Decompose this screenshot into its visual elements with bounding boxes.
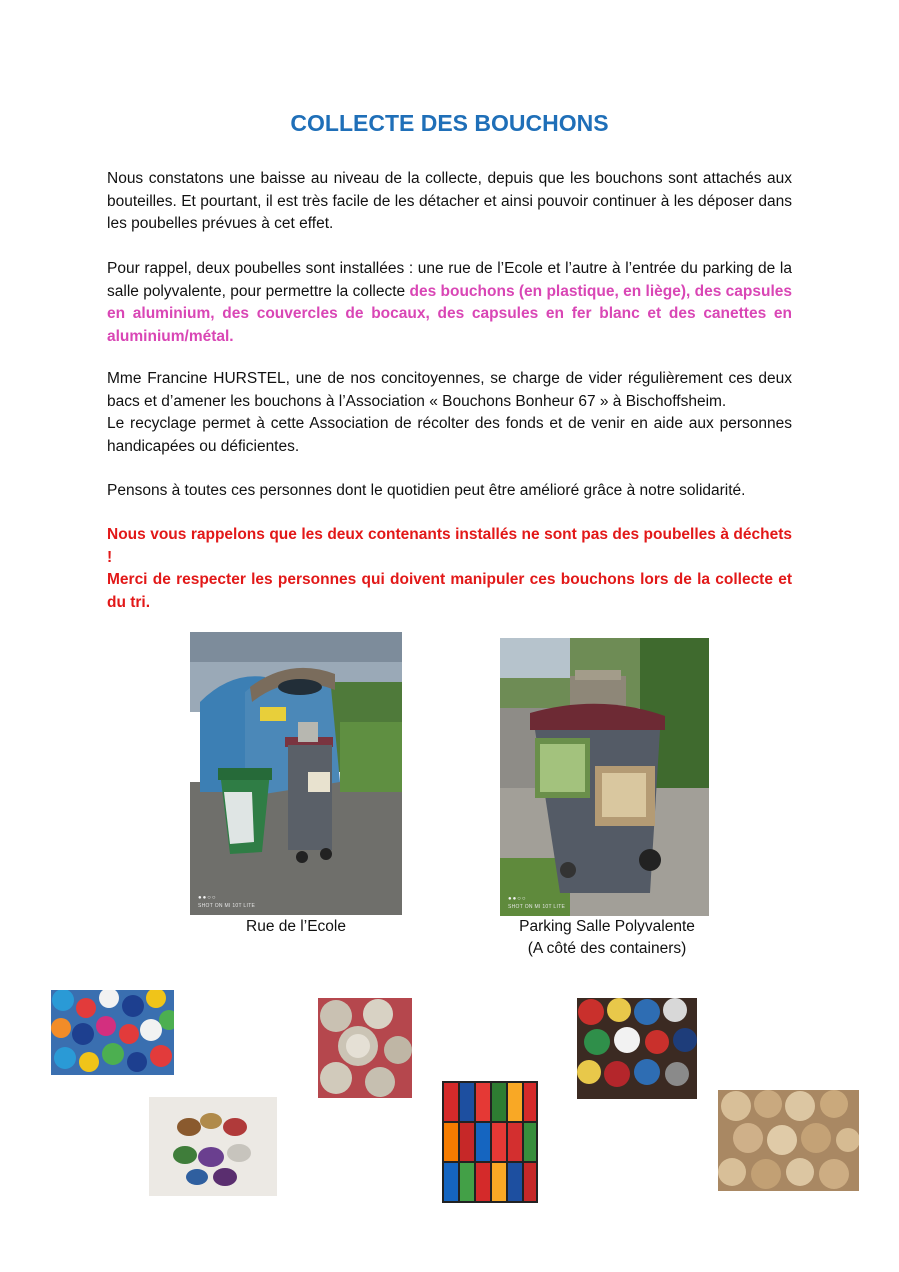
- corks-image: [718, 1090, 859, 1191]
- reminder-paragraph: [107, 258, 792, 348]
- photo-rue-ecole: [190, 632, 402, 915]
- coffee-capsules-image: [149, 1097, 277, 1196]
- reminder-text: Pour rappel, deux poubelles sont installées : une rue de l’Ecole et l’autre à l’entrée du parking de la salle polyvalente, pour permettre la collecte: [107, 260, 792, 300]
- camera-watermark: SHOT ON MI 10T LITE: [198, 903, 256, 909]
- plastic-caps-image: [51, 990, 174, 1075]
- association-text: Le recyclage permet à cette Association de récolter des fonds et de venir en aide aux personnes handicapées ou déficientes.: [107, 415, 792, 455]
- caption-parking-salle: [500, 916, 714, 960]
- accepted-items-highlight: des bouchons (en plastique, en liège), des capsules en aluminium, des couvercles de bocaux, des capsules en fer blanc et des canettes en aluminium/métal.: [107, 282, 792, 345]
- jar-lids-image: [318, 998, 412, 1098]
- gallery-dots: ●●○○: [508, 896, 527, 902]
- volunteer-paragraph: [107, 368, 792, 458]
- volunteer-text: Mme Francine HURSTEL, une de nos concitoyennes, se charge de vider régulièrement ces deux bacs et d’amener les bouchons à l’Association « Bouchons Bonheur 67 » à Bischoffsheim.: [107, 370, 792, 410]
- bottle-caps-image: [577, 998, 697, 1099]
- cans-image: [442, 1081, 538, 1203]
- intro-paragraph: Nous constatons une baisse au niveau de la collecte, depuis que les bouchons sont attachés aux bouteilles. Et pourtant, il est très facile de les détacher et ainsi pouvoir continuer à les déposer dans les poubelles prévues à cet effet.: [107, 170, 792, 232]
- solidarity-paragraph: Pensons à toutes ces personnes dont le quotidien peut être amélioré grâce à notre solidarité.: [107, 482, 746, 499]
- gallery-dots: ●●○○: [198, 895, 217, 901]
- camera-watermark: SHOT ON MI 10T LITE: [508, 904, 566, 910]
- page-title: COLLECTE DES BOUCHONS: [290, 110, 609, 136]
- caption-parking-line-2: (A côté des containers): [527, 940, 687, 957]
- warning-line-2: Merci de respecter les personnes qui doivent manipuler ces bouchons lors de la collecte et du tri.: [107, 571, 792, 611]
- photo-parking-salle: [500, 638, 709, 916]
- warning-line-1: Nous vous rappelons que les deux contenants installés ne sont pas des poubelles à déchets !: [107, 526, 792, 566]
- caption-parking-line-1: Parking Salle Polyvalente: [519, 918, 695, 935]
- warning-paragraph: [107, 524, 792, 614]
- caption-rue-ecole: Rue de l’Ecole: [246, 918, 346, 935]
